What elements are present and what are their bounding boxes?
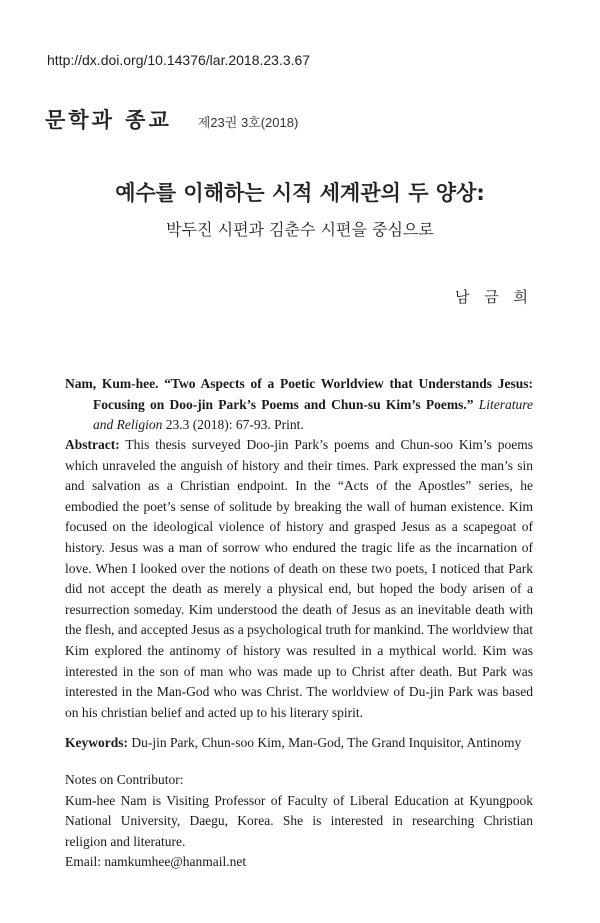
issue-number: 제23권 3호(2018) bbox=[197, 115, 299, 130]
bio-line: religion and literature. bbox=[65, 833, 186, 849]
contributor-notes bbox=[65, 770, 533, 873]
abstract-text: This thesis surveyed Doo-jin Park’s poems and Chun-soo Kim’s poems which unraveled the anguish of history and their times. Park expressed the man’s sin and salvation as a Christian endpoint. In the “Acts of the Apostles” series, he embodied the poet’s sense of solitude by breaking the wall of human existence. Kim focused on the ideological violence of history and grasped Jesus as a scapegoat of history. Jesus was a man of sorrow who endured the tragic life as the incarnation of love. When I looked over the notions of death on these two poets, I noticed that Park did not accept the death as merely a physical end, but hoped the body arisen of a resurrection someday. Kim understood the death of Jesus as an inevitable death with the flesh, and accepted Jesus as a psychological truth for mankind. The worldview that Kim explored the antinomy of history was resulted in a mythical world. Kim was interested in the son of man who was made up to Christ after death. But Park was interested in the Man-God who was Christ. The worldview of Du-jin Park was based on his christian belief and acted up to his literary spirit. bbox=[65, 437, 533, 720]
email[interactable]: Email: namkumhee@hanmail.net bbox=[65, 854, 247, 870]
paper-subtitle: 박두진 시편과 김춘수 시편을 중심으로 bbox=[166, 220, 434, 239]
abstract bbox=[65, 435, 533, 723]
citation-main: Nam, Kum-hee. “Two Aspects of a Poetic Worldview that Understands Jesus: Focusing on Doo-jin Park’s Poems and Chun-su Kim’s Poems.” bbox=[65, 376, 533, 412]
doi-link[interactable]: http://dx.doi.org/10.14376/lar.2018.23.3.67 bbox=[47, 52, 311, 68]
keywords-label: Keywords: bbox=[65, 735, 128, 750]
citation-details: 23.3 (2018): 67-93. Print. bbox=[162, 417, 304, 433]
keywords bbox=[65, 733, 533, 754]
citation-journal: Literature and Religion bbox=[93, 396, 534, 433]
notes-heading: Notes on Contributor: bbox=[65, 772, 184, 787]
bio-line: Kum-hee Nam is Visiting Professor of Faculty of Liberal Education at Kyungpook bbox=[65, 792, 533, 808]
paper-title: 예수를 이해하는 시적 세계관의 두 양상: bbox=[115, 181, 485, 205]
abstract-label: Abstract: bbox=[65, 437, 120, 452]
keywords-text: Du-jin Park, Chun-soo Kim, Man-God, The Grand Inquisitor, Antinomy bbox=[131, 735, 522, 750]
citation bbox=[65, 374, 533, 436]
author-name: 남 금 희 bbox=[454, 288, 533, 306]
journal-header bbox=[45, 104, 298, 134]
journal-name: 문학과 종교 bbox=[45, 107, 172, 132]
bio-line: National University, Daegu, Korea. She is interested in researching Christian bbox=[65, 813, 533, 829]
